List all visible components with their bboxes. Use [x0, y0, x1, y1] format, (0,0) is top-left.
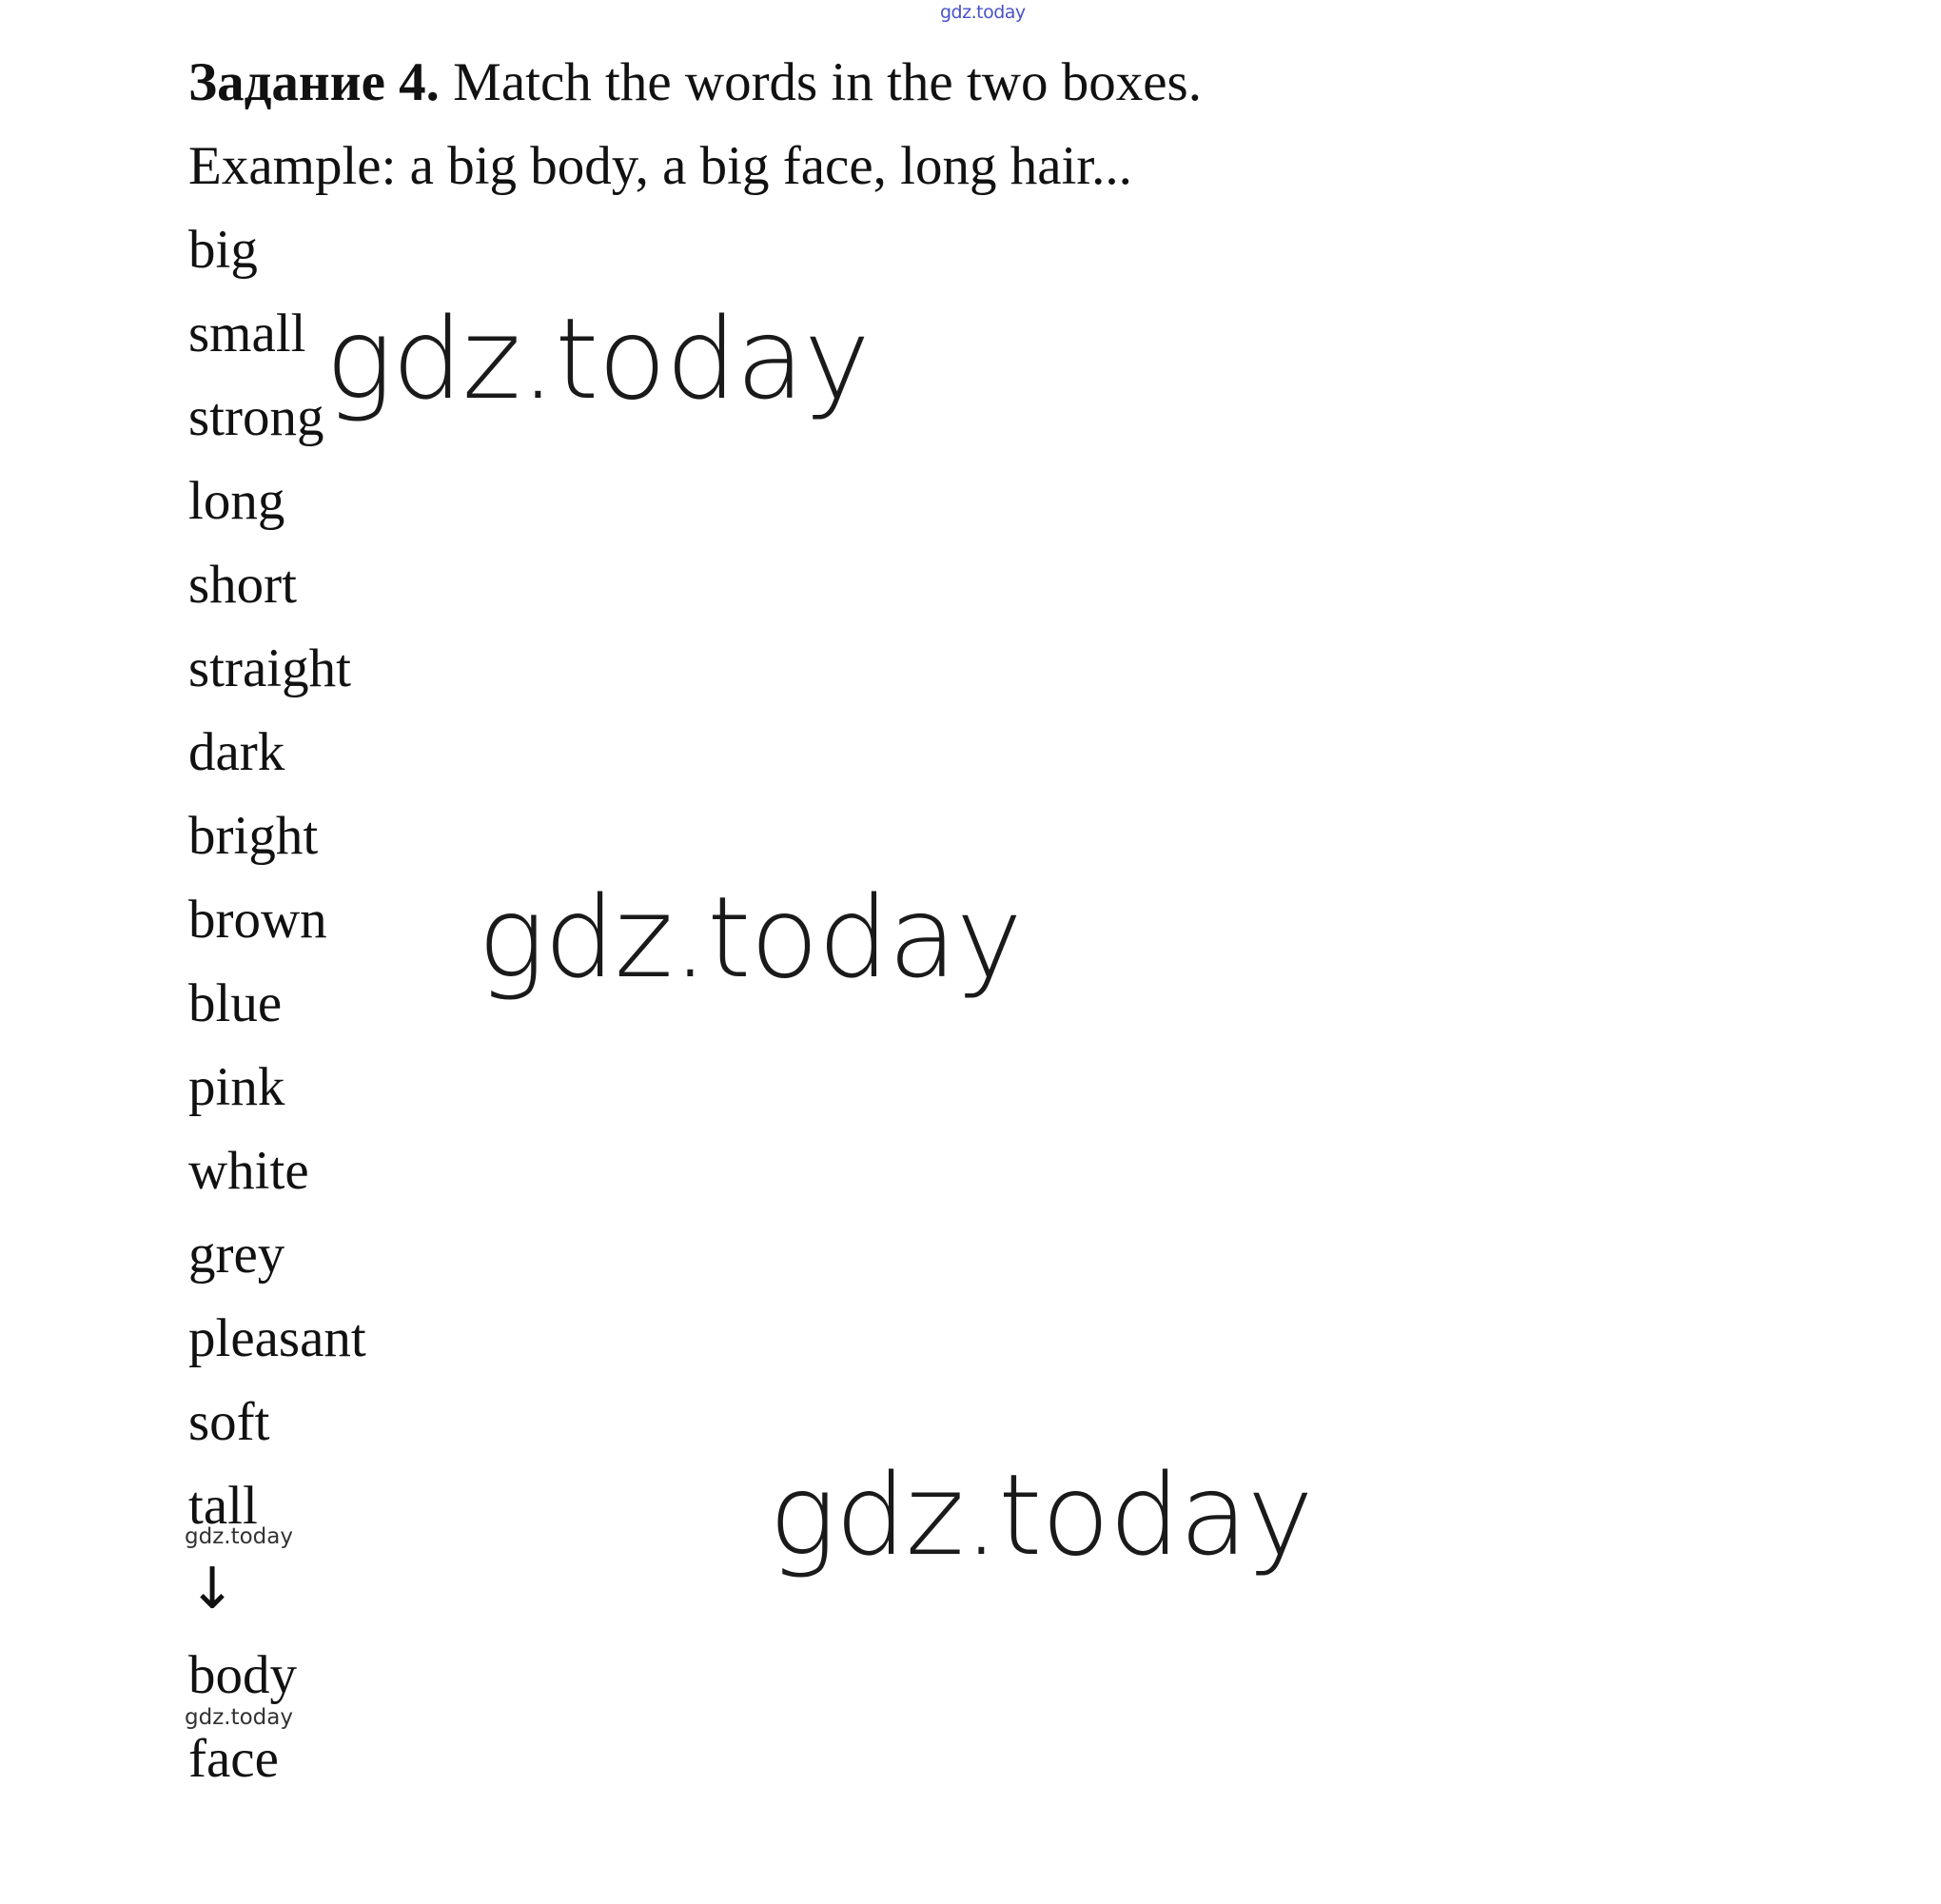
adjective-item: big: [188, 220, 258, 280]
adjective-item: pleasant: [188, 1308, 366, 1368]
task-instruction: Match the words in the two boxes.: [439, 52, 1202, 112]
down-arrow-icon: ↓: [188, 1556, 237, 1622]
adjective-item: brown: [188, 890, 327, 950]
noun-item: face: [188, 1729, 279, 1789]
task-example: Example: a big body, a big face, long hair...: [188, 136, 1132, 196]
small-watermark: gdz.today: [185, 1705, 293, 1730]
large-watermark: gdz.today: [769, 1449, 1313, 1580]
adjective-item: pink: [188, 1057, 285, 1117]
adjective-item: bright: [188, 806, 319, 866]
large-watermark: gdz.today: [478, 872, 1022, 1003]
adjective-item: soft: [188, 1392, 270, 1452]
adjective-item: blue: [188, 973, 283, 1033]
top-watermark: gdz.today: [940, 2, 1026, 23]
adjective-item: long: [188, 471, 285, 531]
task-heading: [188, 52, 1202, 112]
adjective-item: grey: [188, 1225, 285, 1285]
adjective-item: strong: [188, 387, 324, 447]
adjective-item: dark: [188, 722, 285, 782]
adjective-item: small: [188, 304, 306, 363]
task-number: Задание 4.: [188, 52, 440, 112]
adjective-item: white: [188, 1141, 309, 1201]
adjective-item: short: [188, 555, 297, 615]
large-watermark: gdz.today: [325, 293, 870, 424]
adjective-item: tall: [188, 1476, 258, 1536]
small-watermark: gdz.today: [185, 1524, 293, 1549]
adjective-item: straight: [188, 638, 351, 698]
noun-item: body: [188, 1645, 297, 1705]
